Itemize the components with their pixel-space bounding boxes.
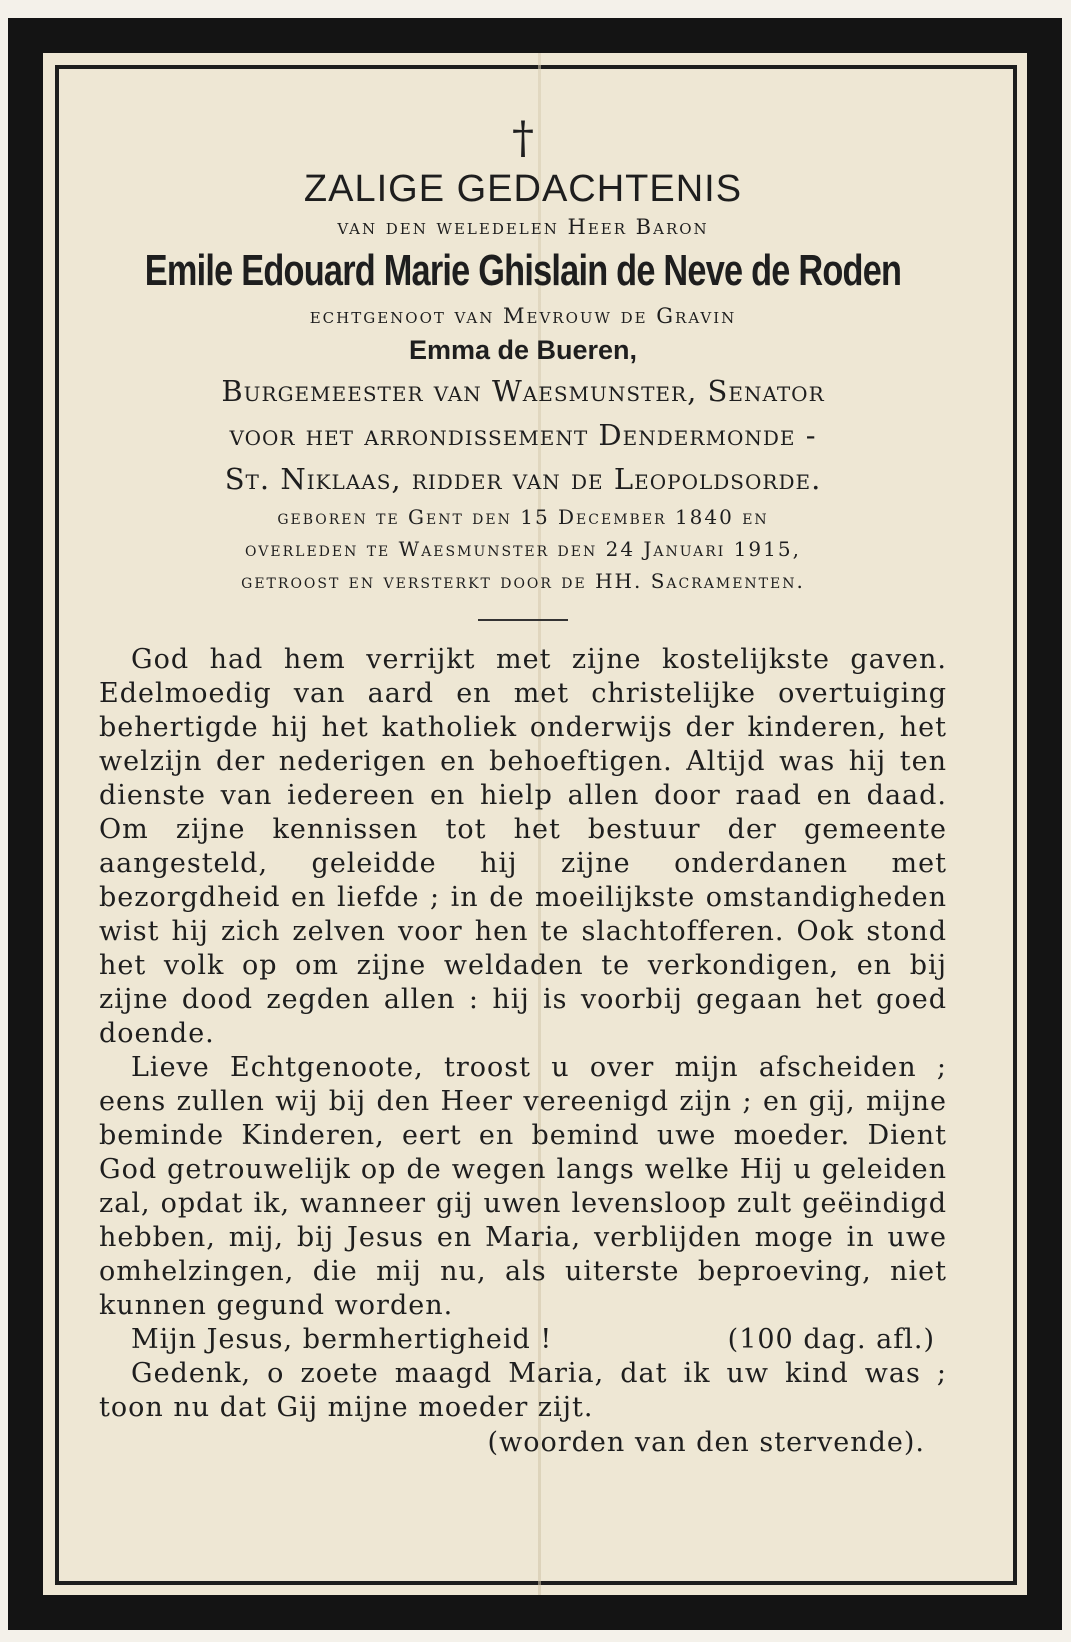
born-line-1: geboren te Gent den 15 December 1840 en <box>277 505 769 529</box>
title-line-3: St. Niklaas, ridder van de Leopoldsorde. <box>224 462 822 496</box>
paragraph-2: Lieve Echtgenoote, troost u over mijn afscheiden ; eens zullen wij bij den Heer vereenigd zijn ; en gij, mijne beminde Kinderen, eert en bemind uwe moeder. Dient God getrouwelijk op de wegen langs welke Hij u geleiden zal, opdat ik, wanneer gij uwen levensloop zult geëindigd hebben, mij, bij Jesus en Maria, verblijden moge in uwe omhelzingen, die mij nu, als uiterste beproeving, niet kunnen gegund worden. <box>99 1052 947 1321</box>
cross-icon: † <box>512 113 534 164</box>
born-line-3: getroost en versterkt door de HH. Sacramenten. <box>241 569 805 593</box>
prayer-row <box>93 1323 953 1357</box>
title-line-2: voor het arrondissement Dendermonde - <box>229 418 817 452</box>
divider-line <box>478 619 568 621</box>
paragraph-1: God had hem verrijkt met zijne kostelijkste gaven. Edelmoedig van aard en met christelijke overtuiging behertigde hij het katholiek onderwijs der kinderen, het welzijn der nederigen en behoeftigen. Altijd was hij ten dienste van iedereen en hielp allen door raad en daad. Om zijne kennissen tot het bestuur der gemeente aangesteld, geleidde hij zijne onderdanen met bezorgdheid en liefde ; in de moeilijkste omstandigheden wist hij zich zelven voor hen te slachtofferen. Ook stond het volk op om zijne weldaden te verkondigen, en bij zijne dood zegden allen : hij is voorbij gegaan het goed doende. <box>99 644 947 1049</box>
prayer-2: Gedenk, o zoete maagd Maria, dat ik uw kind was ; toon nu dat Gij mijne moeder zijt. <box>99 1358 947 1423</box>
indulgence-note: (100 dag. afl.) <box>727 1324 935 1355</box>
title-line-1: Burgemeester van Waesmunster, Senator <box>221 374 825 408</box>
born-line-2: overleden te Waesmunster den 24 Januari 1915, <box>245 537 801 561</box>
card-paper <box>43 53 1027 1595</box>
closing-note: (woorden van den stervende). <box>487 1427 925 1458</box>
baron-line: van den weledelen Heer Baron <box>337 215 709 239</box>
card-title: ZALIGE GEDACHTENIS <box>303 168 743 210</box>
memorial-text <box>99 643 947 1323</box>
prayer-1: Mijn Jesus, bermhertigheid ! <box>131 1324 553 1355</box>
spouse-name: Emma de Bueren, <box>408 335 638 365</box>
spouse-line: echtgenoot van Mevrouw de Gravin <box>309 304 737 328</box>
deceased-name: Emile Edouard Marie Ghislain de Neve de Roden <box>144 246 902 295</box>
card-content <box>93 113 953 1461</box>
mourning-card <box>8 18 1062 1630</box>
